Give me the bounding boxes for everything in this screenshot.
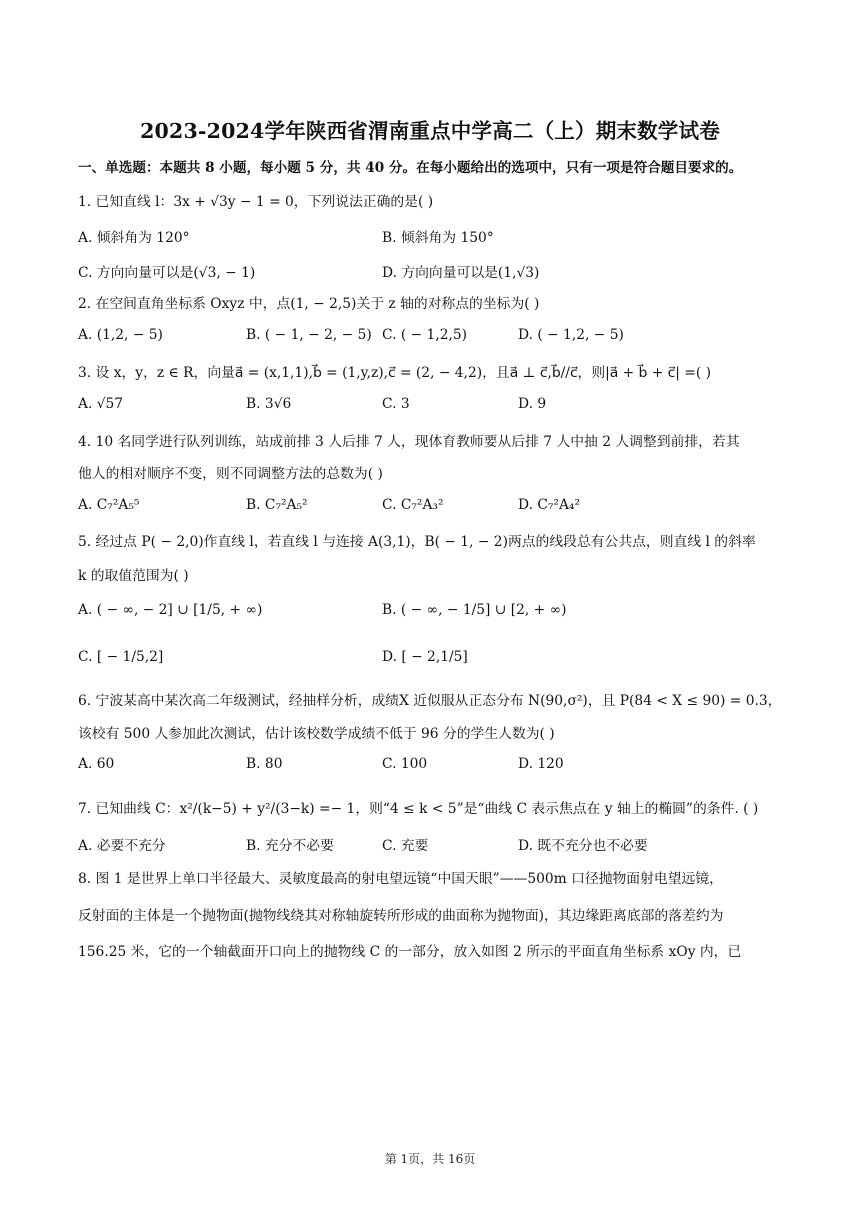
question-2-option-b: B. ( − 1, − 2, − 5) [246, 327, 372, 343]
question-7-option-d: D. 既不充分也不必要 [518, 838, 648, 854]
question-1-option-b: B. 倾斜角为 150° [382, 230, 494, 246]
question-2-option-c: C. ( − 1,2,5) [382, 327, 468, 343]
question-6-stem-line-1: 6. 宁波某高中某次高二年级测试，经抽样分析，成绩X 近似服从正态分布 N(90,σ²)，且 P(84 < X ≤ 90) = 0.3， [78, 693, 782, 709]
question-5-option-b: B. ( − ∞, − 1/5] ∪ [2, + ∞) [382, 602, 567, 618]
question-3-option-a: A. √57 [78, 396, 124, 412]
question-2-stem: 2. 在空间直角坐标系 Oxyz 中，点(1, − 2,5)关于 z 轴的对称点的坐标为( ) [78, 296, 540, 312]
question-5-option-d: D. [ − 2,1/5] [382, 649, 468, 665]
page-title: 2023-2024学年陕西省渭南重点中学高二（上）期末数学试卷 [140, 119, 720, 143]
question-3-option-c: C. 3 [382, 396, 410, 412]
question-5-option-a: A. ( − ∞, − 2] ∪ [1/5, + ∞) [78, 602, 263, 618]
section-heading: 一、单选题：本题共 8 小题，每小题 5 分，共 40 分。在每小题给出的选项中，只有一项是符合题目要求的。 [78, 160, 743, 176]
question-3-option-b: B. 3√6 [246, 396, 292, 412]
question-8-line-1: 8. 图 1 是世界上单口半径最大、灵敏度最高的射电望远镜“中国天眼”——500m 口径抛物面射电望远镜， [78, 871, 723, 887]
question-6-stem-line-2: 该校有 500 人参加此次测试，估计该校数学成绩不低于 96 分的学生人数为( ) [78, 726, 555, 742]
question-4-stem-line-1: 4. 10 名同学进行队列训练，站成前排 3 人后排 7 人，现体育教师要从后排 7 人中抽 2 人调整到前排，若其 [78, 434, 740, 450]
question-4-option-d: D. C₇²A₄² [518, 497, 580, 513]
question-1-option-d: D. 方向向量可以是(1,√3) [382, 265, 540, 281]
question-6-option-d: D. 120 [518, 756, 564, 772]
question-5-option-c: C. [ − 1/5,2] [78, 649, 164, 665]
question-4-option-b: B. C₇²A₅² [246, 497, 308, 513]
question-7-option-a: A. 必要不充分 [78, 838, 166, 854]
question-8-line-2: 反射面的主体是一个抛物面(抛物线绕其对称轴旋转所形成的曲面称为抛物面)，其边缘距离底部的落差约为 [78, 908, 724, 924]
question-6-option-c: C. 100 [382, 756, 428, 772]
question-7-option-b: B. 充分不必要 [246, 838, 334, 854]
question-1-option-c: C. 方向向量可以是(√3, − 1) [78, 265, 256, 281]
question-7-stem: 7. 已知曲线 C：x²/(k−5) + y²/(3−k) =− 1，则“4 ≤ k < 5”是“曲线 C 表示焦点在 y 轴上的椭圆”的条件. ( ) [78, 801, 759, 817]
question-1-option-a: A. 倾斜角为 120° [78, 230, 190, 246]
question-4-option-a: A. C₇²A₅⁵ [78, 497, 140, 513]
question-4-stem-line-2: 他人的相对顺序不变，则不同调整方法的总数为( ) [78, 466, 383, 482]
question-6-option-a: A. 60 [78, 756, 115, 772]
question-2-option-a: A. (1,2, − 5) [78, 327, 163, 343]
question-1-stem: 1. 已知直线 l：3x + √3y − 1 = 0，下列说法正确的是( ) [78, 194, 434, 210]
question-5-stem-line-2: k 的取值范围为( ) [78, 568, 189, 584]
question-4-option-c: C. C₇²A₃² [382, 497, 444, 513]
question-3-option-d: D. 9 [518, 396, 547, 412]
question-8-line-3: 156.25 米，它的一个轴截面开口向上的抛物线 C 的一部分，放入如图 2 所示的平面直角坐标系 xOy 内，已 [78, 944, 742, 960]
question-3-stem: 3. 设 x，y，z ∈ R，向量a⃗ = (x,1,1),b⃗ = (1,y,z),c⃗ = (2, − 4,2)，且a⃗ ⊥ c⃗,b⃗//c⃗，则|a⃗ + b⃗ + c⃗| =( ) [78, 365, 711, 381]
question-5-stem-line-1: 5. 经过点 P( − 2,0)作直线 l，若直线 l 与连接 A(3,1)，B( − 1, − 2)两点的线段总有公共点，则直线 l 的斜率 [78, 534, 756, 550]
question-7-option-c: C. 充要 [382, 838, 429, 854]
question-6-option-b: B. 80 [246, 756, 283, 772]
question-2-option-d: D. ( − 1,2, − 5) [518, 327, 624, 343]
page-footer: 第 1页，共 16页 [384, 1152, 476, 1166]
